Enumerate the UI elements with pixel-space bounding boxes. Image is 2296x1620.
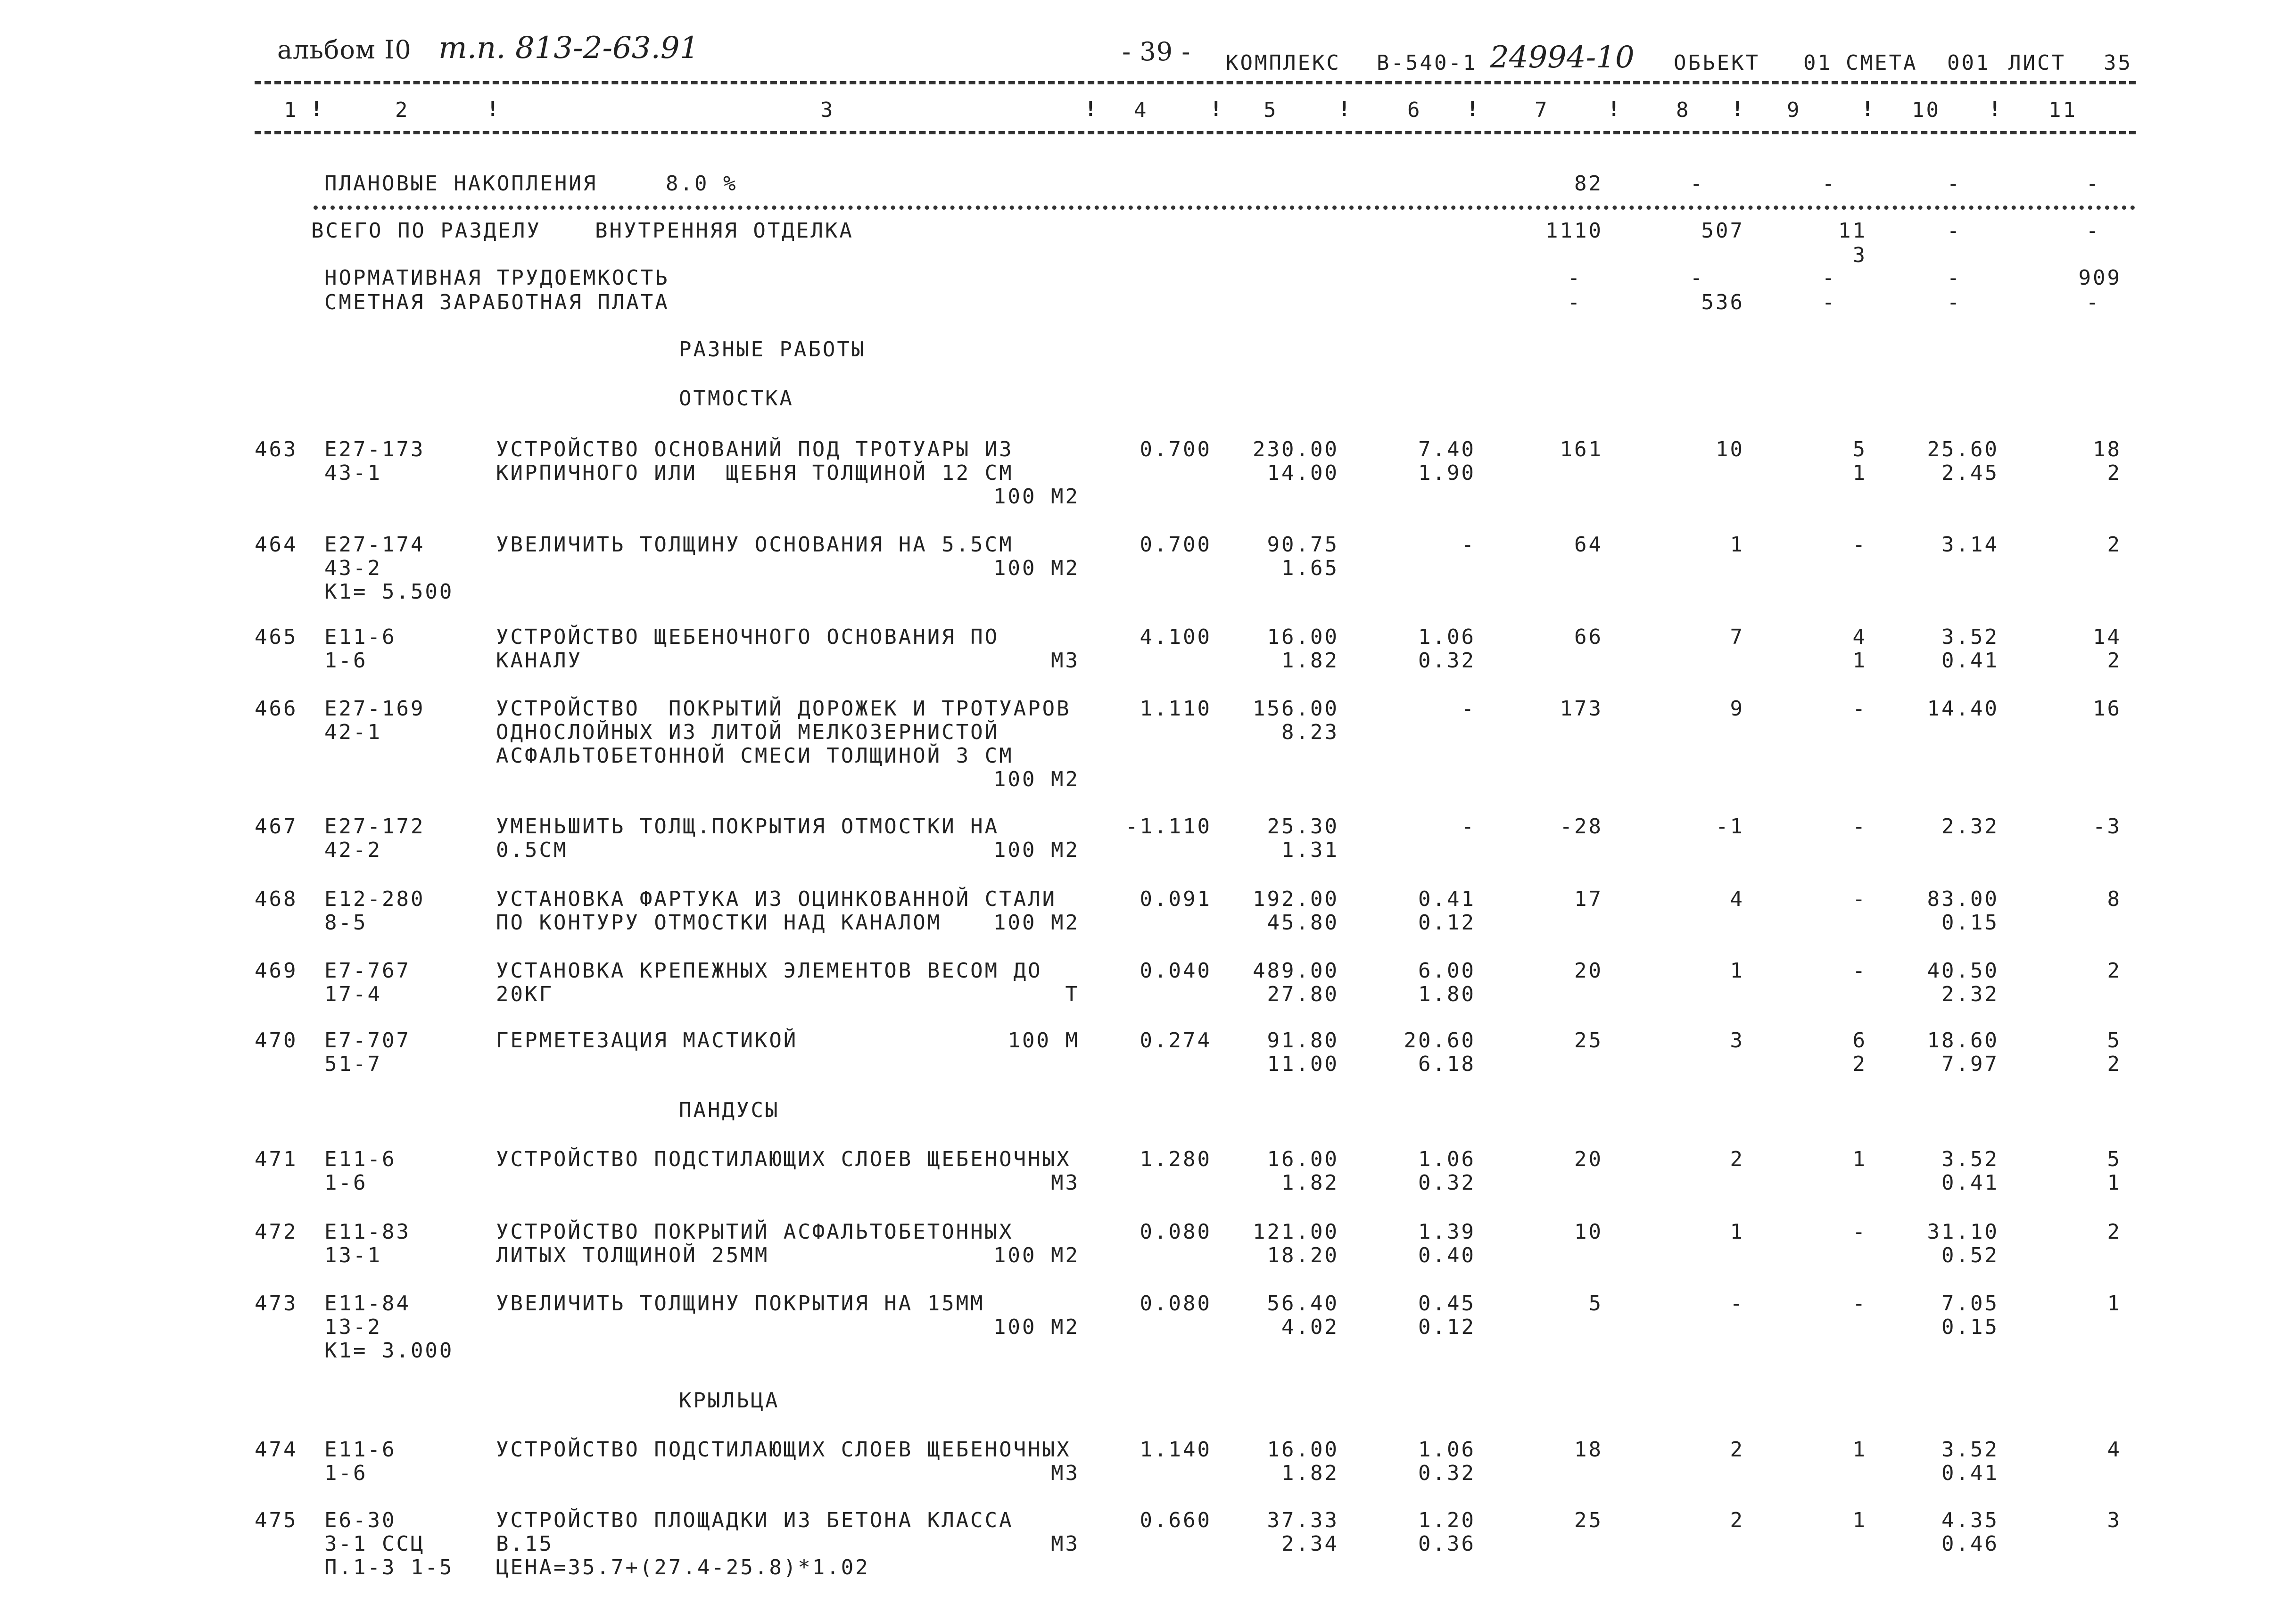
machine-cost: 1.06 [1418,1438,1476,1462]
plan-percent: 8.0 % [666,172,738,196]
unit: М3 [1051,1461,1080,1485]
unit-cost: 1.31 [1281,838,1339,862]
unit: М3 [1051,649,1080,673]
col-head-8: 8 [1676,98,1691,122]
norm-code: 51-7 [324,1052,382,1076]
plan-value: - [1947,172,1962,196]
col-head-1: 1 [284,98,298,122]
unit-cost: 11.00 [1267,1052,1339,1076]
labor-unit: 2.45 [1941,461,1999,485]
labor-unit: 0.46 [1941,1532,1999,1556]
total-value: 1110 [1545,219,1603,243]
norm-code: Е11-6 [324,1438,396,1462]
wages: - [1730,1291,1744,1316]
total-value-sub: 3 [1852,243,1867,267]
wage-value: - [2086,290,2101,314]
labor-unit: 0.15 [1941,911,1999,935]
total-value: - [2086,219,2101,243]
wages: 10 [1716,437,1744,461]
work-description: ПО КОНТУРУ ОТМОСТКИ НАД КАНАЛОМ [496,911,942,935]
album-label: альбом I0 [277,35,412,65]
work-description: УСТАНОВКА КРЕПЕЖНЫХ ЭЛЕМЕНТОВ ВЕСОМ ДО [496,959,1042,983]
labor-total: 5 [2107,1147,2122,1171]
machine-total: - [1852,959,1867,983]
labor-unit: 31.10 [1927,1220,1999,1244]
labor-total: 5 [2107,1028,2122,1053]
norm-code: 43-2 [324,556,382,580]
quantity: 1.280 [1140,1147,1212,1171]
machine-cost: 0.32 [1418,1171,1476,1195]
machine-total: 5 [1852,437,1867,461]
norm-code: 1-6 [324,1171,368,1195]
norm-code: Е11-6 [324,1147,396,1171]
machine-cost: 0.36 [1418,1532,1476,1556]
machine-total: 2 [1852,1052,1867,1076]
wage-value: - [1567,290,1582,314]
unit-cost: 18.20 [1267,1243,1339,1267]
norm-label: НОРМАТИВНАЯ ТРУДОЕМКОСТЬ [324,266,669,290]
row-number: 466 [255,697,298,721]
unit-cost: 156.00 [1253,697,1339,721]
unit-cost: 1.82 [1281,1171,1339,1195]
work-description: ЛИТЫХ ТОЛЩИНОЙ 25ММ [496,1243,769,1267]
col-separator: ! [1084,97,1097,121]
row-number: 467 [255,814,298,839]
quantity: 1.110 [1140,697,1212,721]
machine-total: 1 [1852,1438,1867,1462]
labor-unit: 0.41 [1941,649,1999,673]
norm-code: 17-4 [324,982,382,1006]
col-head-2: 2 [395,98,410,122]
unit-cost: 4.02 [1281,1315,1339,1339]
labor-unit: 3.14 [1941,533,1999,557]
machine-cost: 1.06 [1418,625,1476,649]
norm-code: П.1-3 1-5 [324,1555,454,1579]
unit-cost: 16.00 [1267,625,1339,649]
quantity: 0.660 [1140,1508,1212,1532]
labor-unit: 83.00 [1927,887,1999,911]
labor-unit: 25.60 [1927,437,1999,461]
wages: 2 [1730,1438,1744,1462]
machine-cost: - [1461,814,1476,839]
unit: 100 М2 [993,767,1080,791]
col-head-5: 5 [1264,98,1278,122]
col-head-6: 6 [1407,98,1422,122]
norm-code: К1= 5.500 [324,580,454,604]
machine-cost: 6.18 [1418,1052,1476,1076]
labor-unit: 0.41 [1941,1171,1999,1195]
row-number: 469 [255,959,298,983]
norm-code: 43-1 [324,461,382,485]
project-number: т.п. 813-2-63.91 [438,31,699,66]
object-number: 01 [1803,51,1832,75]
complex-label: КОМПЛЕКС [1226,51,1341,75]
norm-code: Е11-83 [324,1220,411,1244]
work-description: КАНАЛУ [496,649,582,673]
work-description: 0.5СМ [496,838,568,862]
total-label: ВСЕГО ПО РАЗДЕЛУ [311,219,541,243]
col-separator: ! [1861,97,1874,121]
machine-total: - [1852,814,1867,839]
labor-unit: 3.52 [1941,625,1999,649]
row-number: 470 [255,1028,298,1053]
wage-value: - [1822,290,1837,314]
unit: 100 М2 [993,485,1080,509]
work-description: КИРПИЧНОГО ИЛИ ЩЕБНЯ ТОЛЩИНОЙ 12 СМ [496,461,1014,485]
machine-cost: 0.12 [1418,1315,1476,1339]
unit-cost: 25.30 [1267,814,1339,839]
norm-code: 1-6 [324,649,368,673]
wages: 2 [1730,1508,1744,1532]
quantity: -1.110 [1125,814,1212,839]
total-cost: 5 [1588,1291,1603,1316]
norm-value: 909 [2078,266,2122,290]
norm-code: Е6-30 [324,1508,396,1532]
quantity: 0.080 [1140,1291,1212,1316]
total-cost: 25 [1574,1028,1603,1053]
wages: 3 [1730,1028,1744,1053]
labor-total: 2 [2107,533,2122,557]
labor-unit: 14.40 [1927,697,1999,721]
norm-code: Е27-172 [324,814,425,839]
quantity: 0.091 [1140,887,1212,911]
labor-total: -3 [2093,814,2122,839]
total-cost: 20 [1574,959,1603,983]
machine-cost: 1.39 [1418,1220,1476,1244]
unit-cost: 8.23 [1281,720,1339,744]
unit-cost: 16.00 [1267,1147,1339,1171]
quantity: 0.700 [1140,437,1212,461]
unit: Т [1065,982,1080,1006]
work-description: В.15 [496,1532,553,1556]
norm-code: Е27-174 [324,533,425,557]
machine-total: 1 [1852,1147,1867,1171]
machine-cost: 0.12 [1418,911,1476,935]
norm-value: - [1947,266,1962,290]
unit-cost: 230.00 [1253,437,1339,461]
machine-total: - [1852,533,1867,557]
section-title: КРЫЛЬЦА [679,1389,780,1413]
unit-cost: 1.65 [1281,556,1339,580]
machine-cost: 1.80 [1418,982,1476,1006]
work-description: УСТРОЙСТВО ЩЕБЕНОЧНОГО ОСНОВАНИЯ ПО [496,625,999,649]
unit-cost: 45.80 [1267,911,1339,935]
wages: 1 [1730,959,1744,983]
row-number: 471 [255,1147,298,1171]
quantity: 0.700 [1140,533,1212,557]
plan-value: 82 [1574,172,1603,196]
wages: -1 [1716,814,1744,839]
page-number: - 39 - [1122,37,1191,66]
col-head-11: 11 [2048,98,2077,122]
norm-code: 13-1 [324,1243,382,1267]
total-cost: 20 [1574,1147,1603,1171]
row-number: 468 [255,887,298,911]
machine-total: 1 [1852,1508,1867,1532]
complex-number: 24994-10 [1490,40,1635,75]
norm-value: - [1822,266,1837,290]
norm-code: Е27-173 [324,437,425,461]
unit-cost: 90.75 [1267,533,1339,557]
unit-cost: 14.00 [1267,461,1339,485]
total-value: - [1947,219,1962,243]
labor-total: 1 [2107,1291,2122,1316]
wage-value: - [1947,290,1962,314]
labor-unit: 40.50 [1927,959,1999,983]
machine-cost: 1.06 [1418,1147,1476,1171]
machine-total: - [1852,1291,1867,1316]
norm-code: 3-1 ССЦ [324,1532,425,1556]
labor-unit: 18.60 [1927,1028,1999,1053]
row-number: 475 [255,1508,298,1532]
unit-cost: 56.40 [1267,1291,1339,1316]
col-head-7: 7 [1535,98,1549,122]
machine-cost: - [1461,697,1476,721]
row-number: 465 [255,625,298,649]
labor-total: 1 [2107,1171,2122,1195]
unit-cost: 27.80 [1267,982,1339,1006]
col-head-10: 10 [1912,98,1941,122]
wages: 4 [1730,887,1744,911]
work-description: 20КГ [496,982,553,1006]
norm-code: Е7-767 [324,959,411,983]
labor-unit: 0.52 [1941,1243,1999,1267]
machine-cost: 0.40 [1418,1243,1476,1267]
unit: 100 М2 [993,911,1080,935]
work-description: УСТРОЙСТВО ПЛОЩАДКИ ИЗ БЕТОНА КЛАССА [496,1508,1014,1532]
machine-cost: 1.20 [1418,1508,1476,1532]
unit: 100 М2 [993,1315,1080,1339]
labor-unit: 0.41 [1941,1461,1999,1485]
total-cost: 161 [1560,437,1603,461]
work-description: УСТРОЙСТВО ПОДСТИЛАЮЩИХ СЛОЕВ ЩЕБЕНОЧНЫХ [496,1438,1071,1462]
machine-total: - [1852,1220,1867,1244]
labor-total: 2 [2107,1052,2122,1076]
labor-total: 14 [2093,625,2122,649]
quantity: 0.040 [1140,959,1212,983]
machine-total: - [1852,887,1867,911]
machine-cost: 7.40 [1418,437,1476,461]
labor-total: 8 [2107,887,2122,911]
labor-unit: 2.32 [1941,814,1999,839]
labor-total: 16 [2093,697,2122,721]
labor-total: 2 [2107,461,2122,485]
unit-cost: 1.82 [1281,649,1339,673]
norm-code: 42-1 [324,720,382,744]
machine-cost: 1.90 [1418,461,1476,485]
work-description: ОДНОСЛОЙНЫХ ИЗ ЛИТОЙ МЕЛКОЗЕРНИСТОЙ [496,720,999,744]
unit-cost: 1.82 [1281,1461,1339,1485]
total-cost: 25 [1574,1508,1603,1532]
total-cost: 18 [1574,1438,1603,1462]
labor-unit: 4.35 [1941,1508,1999,1532]
wages: 1 [1730,1220,1744,1244]
work-description: УСТРОЙСТВО ПОКРЫТИЙ ДОРОЖЕК И ТРОТУАРОВ [496,697,1071,721]
norm-code: 8-5 [324,911,368,935]
work-description: УСТРОЙСТВО ПОКРЫТИЙ АСФАЛЬТОБЕТОННЫХ [496,1220,1014,1244]
norm-value: - [1567,266,1582,290]
section-title: ОТМОСТКА [679,386,794,411]
row-number: 473 [255,1291,298,1316]
work-description: УСТРОЙСТВО ПОДСТИЛАЮЩИХ СЛОЕВ ЩЕБЕНОЧНЫХ [496,1147,1071,1171]
labor-total: 18 [2093,437,2122,461]
wage-value: 536 [1701,290,1744,314]
total-cost: 64 [1574,533,1603,557]
row-number: 463 [255,437,298,461]
col-head-4: 4 [1134,98,1148,122]
work-description: АСФАЛЬТОБЕТОННОЙ СМЕСИ ТОЛЩИНОЙ 3 СМ [496,744,1014,768]
unit-cost: 192.00 [1253,887,1339,911]
smeta-number: 001 [1947,51,1990,75]
labor-unit: 3.52 [1941,1147,1999,1171]
machine-total: 1 [1852,461,1867,485]
machine-cost: 0.32 [1418,1461,1476,1485]
total-cost: -28 [1560,814,1603,839]
header-rule-top [255,81,2136,84]
work-description: ЦЕНА=35.7+(27.4-25.8)*1.02 [496,1555,870,1579]
machine-cost: - [1461,533,1476,557]
sheet-label: ЛИСТ [2008,51,2066,75]
unit: М3 [1051,1532,1080,1556]
wages: 2 [1730,1147,1744,1171]
col-separator: ! [1466,97,1479,121]
norm-value: - [1690,266,1705,290]
labor-unit: 0.15 [1941,1315,1999,1339]
norm-code: Е7-707 [324,1028,411,1053]
quantity: 4.100 [1140,625,1212,649]
quantity: 0.080 [1140,1220,1212,1244]
section-title: РАЗНЫЕ РАБОТЫ [679,337,866,362]
wages: 1 [1730,533,1744,557]
unit: 100 М2 [993,838,1080,862]
col-separator: ! [1210,97,1222,121]
total-value: 11 [1838,219,1867,243]
machine-total: - [1852,697,1867,721]
norm-code: 42-2 [324,838,382,862]
dotted-rule [314,206,2136,210]
labor-unit: 3.52 [1941,1438,1999,1462]
machine-total: 6 [1852,1028,1867,1053]
row-number: 474 [255,1438,298,1462]
unit: 100 М2 [993,556,1080,580]
object-label: ОБЬЕКТ [1674,51,1760,75]
row-number: 464 [255,533,298,557]
total-section: ВНУТРЕННЯЯ ОТДЕЛКА [595,219,854,243]
quantity: 0.274 [1140,1028,1212,1053]
unit: 100 М [1008,1028,1080,1053]
plan-value: - [1690,172,1705,196]
unit-cost: 121.00 [1253,1220,1339,1244]
labor-total: 2 [2107,959,2122,983]
total-value: 507 [1701,219,1744,243]
work-description: УМЕНЬШИТЬ ТОЛЩ.ПОКРЫТИЯ ОТМОСТКИ НА [496,814,999,839]
machine-cost: 0.41 [1418,887,1476,911]
quantity: 1.140 [1140,1438,1212,1462]
col-head-3: 3 [820,98,835,122]
unit-cost: 91.80 [1267,1028,1339,1053]
row-number: 472 [255,1220,298,1244]
col-separator: ! [487,97,499,121]
unit: М3 [1051,1171,1080,1195]
labor-total: 2 [2107,1220,2122,1244]
col-separator: ! [310,97,323,121]
wages: 9 [1730,697,1744,721]
work-description: ГЕРМЕТЕЗАЦИЯ МАСТИКОЙ [496,1028,798,1053]
section-title: ПАНДУСЫ [679,1098,780,1122]
unit-cost: 16.00 [1267,1438,1339,1462]
norm-code: 13-2 [324,1315,382,1339]
plan-value: - [2086,172,2101,196]
smeta-label: СМЕТА [1846,51,1918,75]
col-separator: ! [1731,97,1744,121]
labor-total: 3 [2107,1508,2122,1532]
work-description: УСТРОЙСТВО ОСНОВАНИЙ ПОД ТРОТУАРЫ ИЗ [496,437,1014,461]
sheet-number: 35 [2104,51,2132,75]
unit-cost: 2.34 [1281,1532,1339,1556]
total-cost: 17 [1574,887,1603,911]
unit-cost: 37.33 [1267,1508,1339,1532]
col-separator: ! [1989,97,2001,121]
plan-label: ПЛАНОВЫЕ НАКОПЛЕНИЯ [324,172,598,196]
norm-code: Е27-169 [324,697,425,721]
machine-total: 4 [1852,625,1867,649]
plan-value: - [1822,172,1837,196]
labor-total: 2 [2107,649,2122,673]
machine-cost: 0.45 [1418,1291,1476,1316]
labor-unit: 7.05 [1941,1291,1999,1316]
col-separator: ! [1338,97,1351,121]
total-cost: 173 [1560,697,1603,721]
norm-code: Е11-84 [324,1291,411,1316]
work-description: УСТАНОВКА ФАРТУКА ИЗ ОЦИНКОВАННОЙ СТАЛИ [496,887,1057,911]
labor-unit: 2.32 [1941,982,1999,1006]
norm-code: Е11-6 [324,625,396,649]
labor-unit: 7.97 [1941,1052,1999,1076]
total-cost: 10 [1574,1220,1603,1244]
machine-cost: 20.60 [1404,1028,1476,1053]
norm-code: Е12-280 [324,887,425,911]
work-description: УВЕЛИЧИТЬ ТОЛЩИНУ ПОКРЫТИЯ НА 15ММ [496,1291,985,1316]
norm-code: К1= 3.000 [324,1339,454,1363]
machine-cost: 0.32 [1418,649,1476,673]
work-description: УВЕЛИЧИТЬ ТОЛЩИНУ ОСНОВАНИЯ НА 5.5СМ [496,533,1014,557]
complex-code: В-540-1 [1377,51,1478,75]
norm-code: 1-6 [324,1461,368,1485]
col-separator: ! [1608,97,1620,121]
wages: 7 [1730,625,1744,649]
machine-total: 1 [1852,649,1867,673]
col-head-9: 9 [1787,98,1801,122]
unit-cost: 489.00 [1253,959,1339,983]
total-cost: 66 [1574,625,1603,649]
labor-total: 4 [2107,1438,2122,1462]
unit: 100 М2 [993,1243,1080,1267]
wage-label: СМЕТНАЯ ЗАРАБОТНАЯ ПЛАТА [324,290,669,314]
machine-cost: 6.00 [1418,959,1476,983]
header-rule-bottom [255,131,2136,134]
